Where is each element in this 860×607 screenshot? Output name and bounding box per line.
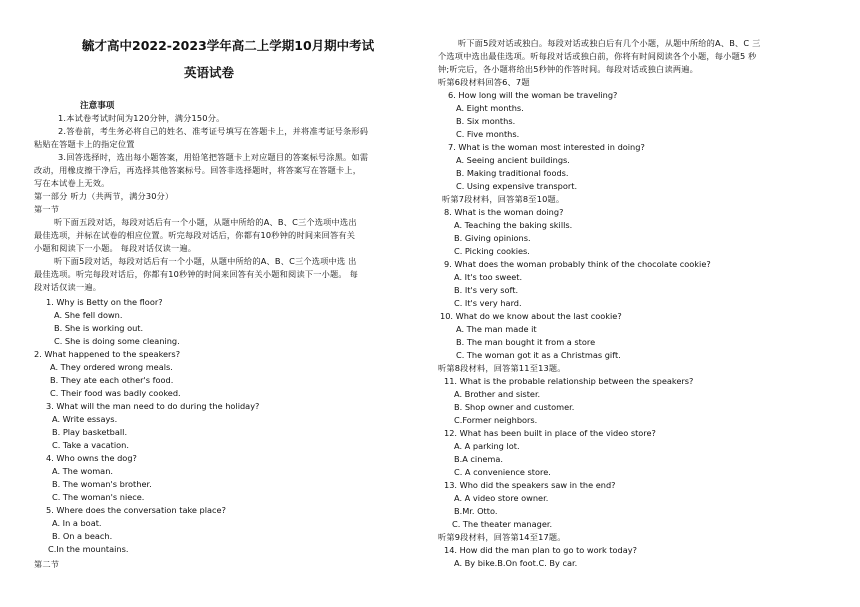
answer-option: B. It's very soft. bbox=[454, 285, 519, 295]
answer-option: C. Take a vacation. bbox=[52, 440, 129, 450]
question-text: 8. What is the woman doing? bbox=[444, 207, 564, 217]
question-text: 4. Who owns the dog? bbox=[46, 453, 137, 463]
notice-line: 改动，用橡皮擦干净后，再选择其他答案标号。回答非选择题时，将答案写在答题卡上， bbox=[34, 165, 362, 175]
answer-option: C.Former neighbors. bbox=[454, 415, 538, 425]
answer-option: A. A video store owner. bbox=[454, 493, 549, 503]
answer-option: C. Picking cookies. bbox=[454, 246, 530, 256]
instruction-line: 听下面五段对话，每段对话后有一个小题，从题中所给的A、B、C三个选项中选出 bbox=[54, 217, 357, 227]
answer-option: A. Eight months. bbox=[456, 103, 524, 113]
answer-option: A. Write essays. bbox=[52, 414, 118, 424]
question-text: 2. What happened to the speakers? bbox=[34, 349, 181, 359]
answer-option: A. In a boat. bbox=[52, 518, 102, 528]
answer-option: C. The woman's niece. bbox=[52, 492, 145, 502]
question-text: 9. What does the woman probably think of the chocolate cookie? bbox=[444, 259, 711, 269]
answer-option: A. A parking lot. bbox=[454, 441, 520, 451]
notice-line: 1.本试卷考试时间为120分钟，满分150分。 bbox=[58, 113, 225, 123]
section2-intro-line: 听下面5段对话或独白。每段对话或独白后有几个小题，从题中所给的A、B、C 三 bbox=[458, 38, 761, 48]
question-text: 3. What will the man need to do during the holiday? bbox=[46, 401, 260, 411]
answer-option: B.A cinema. bbox=[454, 454, 504, 464]
notice-line: 2.答卷前，考生务必将自己的姓名、准考证号填写在答题卡上，并将准考证号条形码 bbox=[58, 126, 369, 136]
question-text: 11. What is the probable relationship between the speakers? bbox=[444, 376, 694, 386]
material-heading: 听第9段材料，回答第14至17题。 bbox=[438, 532, 566, 542]
material-heading: 听第8段材料，回答第11至13题。 bbox=[438, 363, 566, 373]
answer-option: B. The man bought it from a store bbox=[456, 337, 596, 347]
answer-option: B. On a beach. bbox=[52, 531, 113, 541]
answer-option: C.In the mountains. bbox=[48, 544, 129, 554]
instruction-line: 段对话仅读一遍。 bbox=[34, 282, 102, 292]
question-text: 5. Where does the conversation take place? bbox=[46, 505, 226, 515]
question-text: 7. What is the woman most interested in doing? bbox=[448, 142, 645, 152]
section1-heading: 第一节 bbox=[34, 204, 60, 214]
answer-option: A. Brother and sister. bbox=[454, 389, 541, 399]
answer-option: C. The woman got it as a Christmas gift. bbox=[456, 350, 621, 360]
answer-option: A. The woman. bbox=[52, 466, 113, 476]
material-heading: 听第6段材料回答6、7题 bbox=[438, 77, 530, 87]
answer-option: A. By bike.B.On foot.C. By car. bbox=[454, 558, 578, 568]
question-text: 10. What do we know about the last cookie? bbox=[440, 311, 622, 321]
answer-option: B. She is working out. bbox=[54, 323, 144, 333]
section2-intro-line: 个选项中选出最佳选项。听每段对话或独白前，你将有时间阅读各个小题，每小题5 秒 bbox=[438, 51, 757, 61]
answer-option: C. Their food was badly cooked. bbox=[50, 388, 181, 398]
material-heading: 听第7段材料，回答第8至10题。 bbox=[442, 194, 565, 204]
answer-option: B. Making traditional foods. bbox=[456, 168, 569, 178]
exam-title: 毓才高中2022-2023学年高二上学期10月期中考试 bbox=[82, 38, 375, 53]
instruction-line: 最佳选项。听完每段对话后，你都有10秒钟的时间来回答有关小题和阅读下一小题。 每 bbox=[34, 269, 358, 279]
answer-option: B. Giving opinions. bbox=[454, 233, 531, 243]
answer-option: B.Mr. Otto. bbox=[454, 506, 498, 516]
question-text: 12. What has been built in place of the video store? bbox=[444, 428, 656, 438]
question-text: 1. Why is Betty on the floor? bbox=[46, 297, 163, 307]
answer-option: C. Using expensive transport. bbox=[456, 181, 578, 191]
answer-option: C. A convenience store. bbox=[454, 467, 551, 477]
answer-option: C. Five months. bbox=[456, 129, 520, 139]
notice-line: 粘贴在答题卡上的指定位置 bbox=[34, 139, 135, 149]
question-text: 14. How did the man plan to go to work today? bbox=[444, 545, 637, 555]
answer-option: A. It's too sweet. bbox=[454, 272, 523, 282]
notice-heading: 注意事项 bbox=[80, 101, 115, 111]
notice-line: 3.回答选择时，选出每小题答案，用铅笔把答题卡上对应题目的答案标号涂黑。如需 bbox=[58, 152, 369, 162]
notice-line: 写在本试卷上无效。 bbox=[34, 178, 110, 188]
section2-intro-line: 钟;听完后，各小题将给出5秒钟的作答时间。每段对话或独白读两遍。 bbox=[438, 64, 698, 74]
section2-heading: 第二节 bbox=[34, 559, 60, 569]
answer-option: C. It's very hard. bbox=[454, 298, 522, 308]
instruction-line: 最佳选项，并标在试卷的相应位置。听完每段对话后，你都有10秒钟的时间来回答有关 bbox=[34, 230, 356, 240]
instruction-line: 小题和阅读下一小题。 每段对话仅读一遍。 bbox=[34, 243, 197, 253]
answer-option: A. She fell down. bbox=[54, 310, 123, 320]
question-text: 13. Who did the speakers saw in the end? bbox=[444, 480, 616, 490]
answer-option: C. The theater manager. bbox=[452, 519, 553, 529]
answer-option: B. Shop owner and customer. bbox=[454, 402, 575, 412]
answer-option: B. Play basketball. bbox=[52, 427, 128, 437]
answer-option: B. Six months. bbox=[456, 116, 516, 126]
question-text: 6. How long will the woman be traveling? bbox=[448, 90, 618, 100]
part1-heading: 第一部分 听力（共两节，满分30分） bbox=[34, 191, 174, 201]
instruction-line: 听下面5段对话，每段对话后有一个小题，从题中所给的A、B、C三个选项中选 出 bbox=[54, 256, 357, 266]
answer-option: A. The man made it bbox=[456, 324, 537, 334]
answer-option: B. They ate each other's food. bbox=[50, 375, 174, 385]
exam-subtitle: 英语试卷 bbox=[184, 65, 235, 80]
answer-option: A. They ordered wrong meals. bbox=[50, 362, 173, 372]
answer-option: C. She is doing some cleaning. bbox=[54, 336, 180, 346]
answer-option: A. Seeing ancient buildings. bbox=[456, 155, 570, 165]
answer-option: A. Teaching the baking skills. bbox=[454, 220, 573, 230]
answer-option: B. The woman's brother. bbox=[52, 479, 152, 489]
